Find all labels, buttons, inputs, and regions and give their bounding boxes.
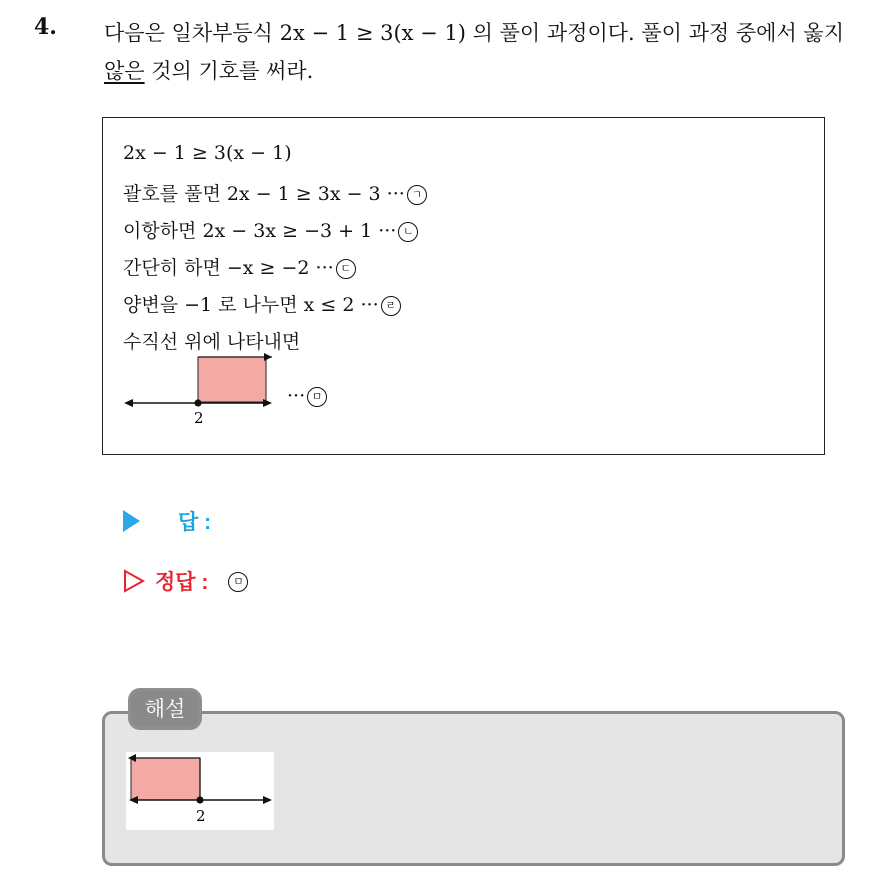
number-line-figure: [120, 350, 280, 430]
step-mark-3: ㄷ: [336, 259, 356, 279]
explanation-point-label: 2: [196, 807, 206, 825]
explanation-tag: 해설: [128, 688, 202, 730]
step-mark-1: ㄱ: [407, 185, 427, 205]
explanation-shaded-region: [131, 758, 200, 800]
answer-row: [123, 506, 211, 536]
shaded-region: [198, 357, 266, 402]
play-icon: [123, 510, 140, 532]
solution-value: ㅁ: [226, 569, 248, 593]
step-mark-4: ㄹ: [381, 296, 401, 316]
explanation-figure: [126, 752, 274, 830]
question-inequality: 2x − 1 ≥ 3(x − 1): [279, 21, 466, 45]
point-2: [194, 399, 201, 406]
outline-triangle-icon: [123, 569, 145, 593]
step-3: 간단히 하면 −x ≥ −2 ··· ㄷ: [123, 253, 356, 280]
step-1: 괄호를 풀면 2x − 1 ≥ 3x − 3 ··· ㄱ: [123, 179, 427, 206]
figure-mark-label: ··· ㅁ: [287, 385, 327, 407]
answer-label: 답 :: [178, 511, 212, 534]
solution-label: 정답 :: [155, 571, 209, 594]
step-5: 수직선 위에 나타내면: [123, 331, 301, 353]
step-4: 양변을 −1 로 나누면 x ≤ 2 ··· ㄹ: [123, 290, 401, 317]
question-number: 4.: [34, 14, 57, 40]
step-0: 2x − 1 ≥ 3(x − 1): [123, 142, 292, 164]
step-2: 이항하면 2x − 3x ≥ −3 + 1 ··· ㄴ: [123, 216, 418, 243]
explanation-number-line: [126, 752, 274, 830]
step-mark-2: ㄴ: [398, 222, 418, 242]
question-text: 다음은 일차부등식 2x − 1 ≥ 3(x − 1) 의 풀이 과정이다. 풀이 과정 중에서 옳지 않은 것의 기호를 써라.: [104, 21, 844, 83]
point-label: 2: [194, 409, 204, 427]
underlined-word: 않은: [104, 59, 145, 83]
solution-row: [123, 566, 248, 596]
